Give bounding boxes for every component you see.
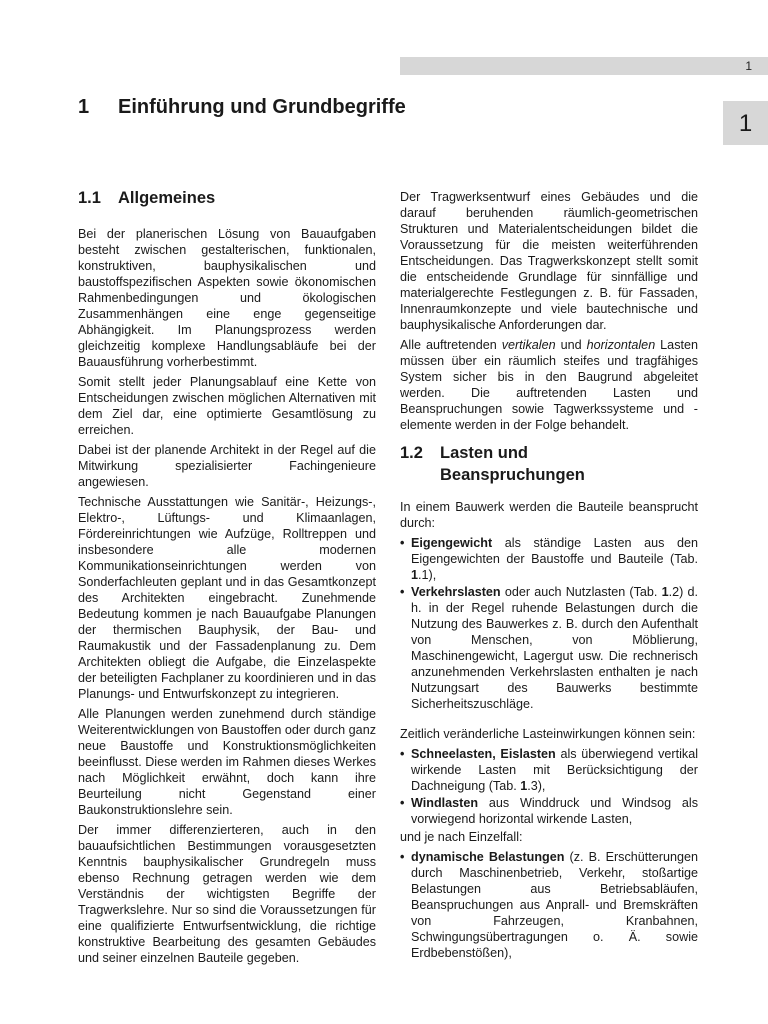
paragraph: Dabei ist der planende Architekt in der Regel auf die Mitwirkung spezialisierter Fachingenieure angewiesen.	[78, 443, 376, 489]
paragraph: In einem Bauwerk werden die Bauteile beansprucht durch:	[400, 500, 698, 530]
paragraph: Somit stellt jeder Planungsablauf eine Kette von Entscheidungen zwischen möglichen Alternativen mit dem Ziel dar, eine optimierte Gesamtlösung zu erreichen.	[78, 375, 376, 437]
section-heading-1-1	[78, 187, 215, 209]
list-item: • Schneelasten, Eislasten als überwiegend vertikal wirkende Lasten mit Berücksichtigung der Dachneigung (Tab. 1.3),	[400, 746, 698, 794]
section-title-text: Lasten und	[440, 444, 529, 462]
emphasis-vertikalen: vertikalen	[501, 338, 556, 352]
load-list	[400, 849, 698, 961]
list-item: • Verkehrslasten oder auch Nutzlasten (Tab. 1.2) d. h. in der Regel ruhende Belastungen durch die Nutzung des Bauwerkes z. B. durch den Aufenthalt von Menschen, von Möblierung, Maschinengewicht, Lagergut usw. Die rechnerisch anzunehmenden Verkehrslasten enthalten je nach Nutzungsart des Bauwerks bestimmte Sicherheitszuschläge.	[400, 584, 698, 712]
page-number: 1	[745, 59, 752, 73]
list-item: • dynamische Belastungen (z. B. Erschütterungen durch Maschinenbetrieb, Verkehr, stoßartige Belastungen aus Betriebsabläufen, Beanspruchungen aus Anprall- und Bremskräften von Fahrzeugen, Kranbahnen, Schwingungsübertragungen o. Ä. sowie Erdbebenstößen),	[400, 849, 698, 961]
section-number: 1.1	[78, 189, 101, 207]
chapter-title-text: Einführung und Grundbegriffe	[118, 96, 406, 118]
right-column-intro	[400, 189, 698, 437]
paragraph: Bei der planerischen Lösung von Bauaufgaben besteht zwischen gestalterischen, funktionalen, konstruktiven, bauphysikalischen und baustoffspezifischen Aspekten sowie ökonomischen Rahmenbedingungen und ökologischen Zusammenhängen eine enge gegenseitige Abhängigkeit. Im Planungsprozess werden gleichzeitig komplexe Handlungsabläufe bei der Bauausführung vorherbestimmt.	[78, 227, 376, 369]
paragraph: Der Tragwerksentwurf eines Gebäudes und die darauf beruhenden räumlich-geometrischen Strukturen und Materialentscheidungen bildet die Voraussetzung für die meisten weiterführenden Entscheidungen. Das Tragwerkskonzept stellt somit die entscheidende Grundlage für sinnfällige und materialgerechte Festlegungen z. B. für Fassaden, Innenraumkonzepte und viele bautechnische und bauphysikalische Anforderungen dar.	[400, 190, 698, 332]
chapter-title	[78, 96, 406, 119]
section-number: 1.2	[400, 444, 423, 462]
section-heading-1-2	[400, 442, 585, 486]
load-list	[400, 535, 698, 712]
paragraph: Alle Planungen werden zunehmend durch ständige Weiterentwicklungen von Baustoffen oder durch ganz neue Baustoffe und Konstruktionsmöglichkeiten beeinflusst. Diese werden im Rahmen dieses Werkes nach Möglichkeit erwähnt, doch kann ihre Beurteilung nicht Gegenstand einer Baukonstruktionslehre sein.	[78, 707, 376, 817]
chapter-number: 1	[78, 96, 90, 118]
load-list	[400, 746, 698, 827]
chapter-tab: 1	[723, 101, 768, 145]
paragraph: Der immer differenzierteren, auch in den bauaufsichtlichen Bestimmungen vorausgesetzten Kenntnis bauphysikalischer Grundregeln muss ebenso Rechnung getragen werden wie dem Verständnis der wichtigsten Begriffe der Tragwerkslehre. Nur so sind die Voraussetzungen für eine qualifizierte Entwurfsentwicklung, die richtige konstruktive Bearbeitung des gesamten Gebäudes und seiner einzelnen Bauteile gegeben.	[78, 823, 376, 965]
left-column	[78, 226, 376, 970]
emphasis-horizontalen: horizontalen	[586, 338, 656, 352]
header-bar	[400, 57, 768, 75]
right-column-loads	[400, 499, 698, 963]
paragraph: und je nach Einzelfall:	[400, 830, 523, 844]
section-title-text-cont: Beanspruchungen	[440, 466, 585, 484]
section-title-text: Allgemeines	[118, 189, 216, 207]
paragraph: Zeitlich veränderliche Lasteinwirkungen können sein:	[400, 727, 696, 741]
paragraph: Alle auftretenden vertikalen und horizontalen Lasten müssen über ein räumlich steifes und tragfähiges System sicher bis in den Baugrund abgeleitet werden. Die auftretenden Lasten und Beanspruchungen sowie Tagwerkssysteme und -elemente werden in der Folge behandelt.	[400, 338, 698, 432]
list-item: • Eigengewicht als ständige Lasten aus den Eigengewichten der Baustoffe und Bauteile (Tab. 1.1),	[400, 535, 698, 583]
list-item: • Windlasten aus Winddruck und Windsog als vorwiegend horizontal wirkende Lasten,	[400, 795, 698, 827]
paragraph: Technische Ausstattungen wie Sanitär-, Heizungs-, Elektro-, Lüftungs- und Klimaanlagen, Fördereinrichtungen wie Aufzüge, Rolltreppen und insbesondere alle modernen Kommunikationseinrichtungen werden von Sonderfachleuten geplant und in das Gesamtkonzept des Architekten eingebracht. Zunehmende Bedeutung kommen je nach Bauaufgabe Planungen der thermischen Bauphysik, der Bau- und Raumakustik und der Fassadenplanung zu. Dem Architekten obliegt die Aufgabe, die Einzelaspekte der beteiligten Fachplaner zu koordinieren und in das Planungs- und Entwurfskonzept zu integrieren.	[78, 495, 376, 701]
